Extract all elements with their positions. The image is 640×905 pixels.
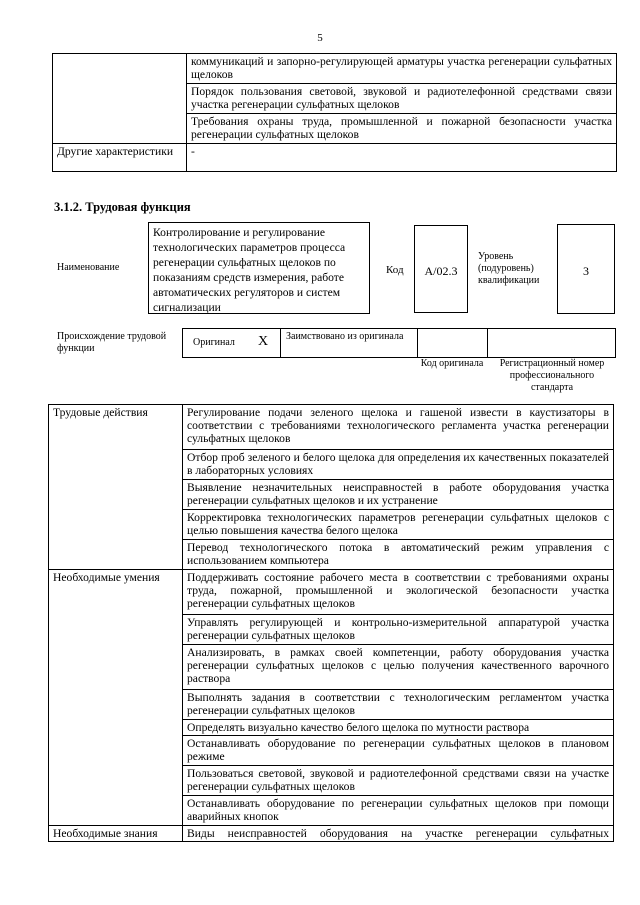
table-cell: Виды неисправностей оборудования на участке регенерации сульфатных bbox=[183, 826, 614, 842]
code-original-caption: Код оригинала bbox=[420, 358, 484, 369]
table-cell: Отбор проб зеленого и белого щелока для определения их качественных показателей в лабораторных условиях bbox=[183, 450, 614, 480]
table-cell: Порядок пользования световой, звуковой и радиотелефонной средствами связи участка регенерации сульфатных щелоков bbox=[187, 84, 617, 114]
original-label: Оригинал bbox=[193, 337, 235, 348]
table-cell: Выполнять задания в соответствии с технологическим регламентом участка регенерации сульфатных щелоков bbox=[183, 690, 614, 720]
table-cell: Требования охраны труда, промышленной и пожарной безопасности участка регенерации сульфатных щелоков bbox=[187, 114, 617, 144]
table-cell: Анализировать, в рамках своей компетенции, работу оборудования участка регенерации сульфатных щелоков с целью получения качественного варочного раствора bbox=[183, 645, 614, 690]
function-name: Контролирование и регулирование технологических параметров процесса регенерации сульфатных щелоков по показаниям средств измерения, работе автоматических регуляторов и систем сигнализации bbox=[148, 222, 370, 314]
labor-function-table bbox=[48, 404, 614, 842]
row-label: Другие характеристики bbox=[53, 144, 187, 172]
table-cell: Пользоваться световой, звуковой и радиотелефонной средствами связи на участке регенерации сульфатных щелоков bbox=[183, 766, 614, 796]
table-cell: Управлять регулирующей и контрольно-измерительной аппаратурой участка регенерации сульфатных щелоков bbox=[183, 615, 614, 645]
table-cell: Останавливать оборудование по регенерации сульфатных щелоков при помощи аварийных кнопок bbox=[183, 796, 614, 826]
table-cell: коммуникаций и запорно-регулирующей арматуры участка регенерации сульфатных щелоков bbox=[187, 54, 617, 84]
table-cell: - bbox=[187, 144, 617, 172]
table-cell: Останавливать оборудование по регенерации сульфатных щелоков в плановом режиме bbox=[183, 736, 614, 766]
origin-label: Происхождение трудовой функции bbox=[57, 331, 167, 354]
name-label: Наименование bbox=[57, 262, 120, 273]
level-label: Уровень (подуровень) квалификации bbox=[478, 251, 540, 286]
original-mark: X bbox=[258, 334, 269, 349]
table-cell: Регулирование подачи зеленого щелока и гашеной извести в каустизаторы в соответствии с требованиями технологического регламента участка регенерации сульфатных щелоков bbox=[183, 405, 614, 450]
top-continuation-table bbox=[52, 53, 617, 172]
row-label bbox=[53, 54, 187, 144]
table-cell: Перевод технологического потока в автоматический режим управления с использованием компьютера bbox=[183, 540, 614, 570]
page-number: 5 bbox=[317, 32, 323, 44]
row-label: Необходимые знания bbox=[49, 826, 183, 842]
level-value: 3 bbox=[557, 224, 615, 314]
borrowed-label: Заимствовано из оригинала bbox=[286, 331, 404, 342]
reg-number-caption: Регистрационный номер профессионального стандарта bbox=[499, 358, 605, 393]
code-label: Код bbox=[386, 264, 404, 276]
table-cell: Выявление незначительных неисправностей в работе оборудования участка регенерации сульфатных щелоков и их устранение bbox=[183, 480, 614, 510]
table-cell: Корректировка технологических параметров регенерации сульфатных щелоков с целью повышения качества белого щелока bbox=[183, 510, 614, 540]
row-label: Необходимые умения bbox=[49, 570, 183, 826]
section-heading: 3.1.2. Трудовая функция bbox=[54, 200, 191, 214]
code-value: А/02.3 bbox=[414, 225, 468, 313]
table-cell: Определять визуально качество белого щелока по мутности раствора bbox=[183, 720, 614, 736]
table-cell: Поддерживать состояние рабочего места в соответствии с требованиями охраны труда, пожарной, промышленной и экологической безопасности участка регенерации сульфатных щелоков bbox=[183, 570, 614, 615]
row-label: Трудовые действия bbox=[49, 405, 183, 570]
